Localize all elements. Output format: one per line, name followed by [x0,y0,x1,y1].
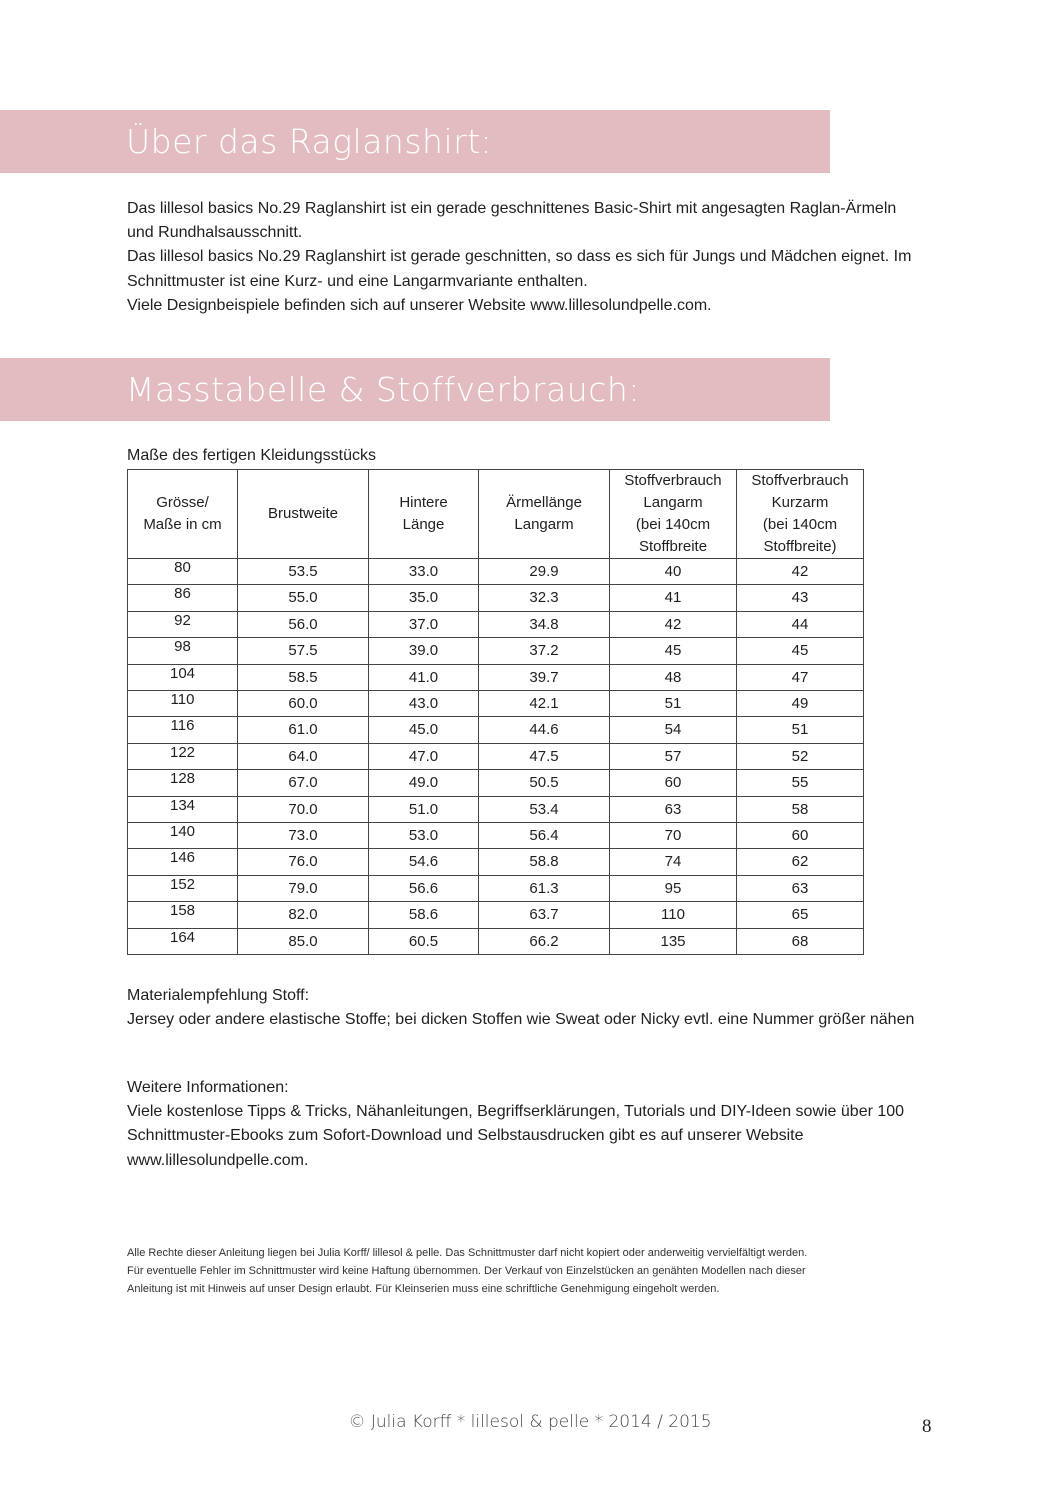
table-cell: 52 [737,743,864,769]
table-cell: 33.0 [369,559,479,585]
table-cell: 53.0 [369,823,479,849]
table-cell: 56.4 [479,823,610,849]
header-back-length: Hintere Länge [369,470,479,559]
table-cell: 57 [610,743,737,769]
table-cell: 41.0 [369,664,479,690]
table-cell: 55.0 [238,585,369,611]
table-row [128,664,864,690]
table-cell: 49.0 [369,770,479,796]
table-row [128,823,864,849]
table-header-row [128,470,864,559]
table-cell: 43.0 [369,691,479,717]
table-cell: 63.7 [479,902,610,928]
table-cell: 42.1 [479,691,610,717]
table-row [128,796,864,822]
table-cell: 82.0 [238,902,369,928]
size-cell: 164 [128,928,238,954]
table-row [128,638,864,664]
table-cell: 135 [610,928,737,954]
table-cell: 47.0 [369,743,479,769]
table-cell: 60.0 [238,691,369,717]
table-cell: 85.0 [238,928,369,954]
table-cell: 61.0 [238,717,369,743]
table-cell: 57.5 [238,638,369,664]
table-cell: 95 [610,875,737,901]
table-cell: 56.0 [238,611,369,637]
table-cell: 56.6 [369,875,479,901]
footer-copyright: © Julia Korff * lillesol & pelle * 2014 / 2015 [348,1412,712,1432]
table-cell: 45 [737,638,864,664]
header-sleeve-length: Ärmellänge Langarm [479,470,610,559]
table-row [128,691,864,717]
table-row [128,585,864,611]
table-cell: 48 [610,664,737,690]
info-text: Viele kostenlose Tipps & Tricks, Nähanleitungen, Begriffserklärungen, Tutorials und DIY-Ideen sowie über 100 Schnittmuster-Ebooks zum Sofort-Download und Selbstausdrucken gibt es auf unserer Website www.lillesolundpelle.com. [127,1103,905,1169]
table-caption: Maße des fertigen Kleidungsstücks [127,447,377,464]
size-cell: 146 [128,849,238,875]
section-banner-table [0,358,830,421]
table-row [128,928,864,954]
header-chest-width: Brustweite [238,470,369,559]
table-cell: 37.2 [479,638,610,664]
table-cell: 29.9 [479,559,610,585]
table-cell: 58 [737,796,864,822]
table-cell: 47 [737,664,864,690]
intro-paragraph: Das lillesol basics No.29 Raglanshirt ist ein gerade geschnittenes Basic-Shirt mit angesagten Raglan-Ärmeln und Rundhalsausschnitt. [127,200,897,242]
size-cell: 98 [128,638,238,664]
table-cell: 60.5 [369,928,479,954]
table-cell: 66.2 [479,928,610,954]
table-cell: 51 [737,717,864,743]
table-cell: 47.5 [479,743,610,769]
table-cell: 54.6 [369,849,479,875]
size-cell: 140 [128,823,238,849]
header-fabric-short: Stoffverbrauch Kurzarm (bei 140cm Stoffbreite) [737,470,864,559]
size-cell: 104 [128,664,238,690]
table-cell: 50.5 [479,770,610,796]
table-cell: 79.0 [238,875,369,901]
table-cell: 70.0 [238,796,369,822]
table-cell: 76.0 [238,849,369,875]
table-cell: 110 [610,902,737,928]
table-row [128,875,864,901]
legal-line: Für eventuelle Fehler im Schnittmuster wird keine Haftung übernommen. Der Verkauf von Einzelstücken an genähten Modellen nach dieser [127,1265,806,1278]
table-cell: 61.3 [479,875,610,901]
table-cell: 44.6 [479,717,610,743]
table-row [128,559,864,585]
table-cell: 60 [610,770,737,796]
legal-line: Alle Rechte dieser Anleitung liegen bei Julia Korff/ lillesol & pelle. Das Schnittmuster darf nicht kopiert oder anderweitig vervielfältigt werden. [127,1247,808,1259]
table-cell: 70 [610,823,737,849]
material-section [127,984,927,1032]
table-cell: 58.8 [479,849,610,875]
table-cell: 42 [737,559,864,585]
table-cell: 60 [737,823,864,849]
size-table [127,469,864,955]
table-cell: 67.0 [238,770,369,796]
legal-line: Anleitung ist mit Hinweis auf unser Design erlaubt. Für Kleinserien muss eine schriftliche Genehmigung eingeholt werden. [127,1283,720,1296]
table-cell: 40 [610,559,737,585]
table-row [128,611,864,637]
legal-notice [127,1244,947,1299]
table-cell: 44 [737,611,864,637]
section-title-about: Über das Raglanshirt: [126,122,493,161]
table-cell: 68 [737,928,864,954]
table-cell: 53.4 [479,796,610,822]
table-cell: 45 [610,638,737,664]
table-body [128,559,864,955]
table-cell: 55 [737,770,864,796]
table-cell: 62 [737,849,864,875]
info-heading: Weitere Informationen: [127,1079,289,1096]
size-cell: 122 [128,743,238,769]
size-cell: 128 [128,770,238,796]
table-cell: 63 [737,875,864,901]
table-row [128,770,864,796]
table-cell: 51 [610,691,737,717]
table-row [128,743,864,769]
intro-paragraph: Das lillesol basics No.29 Raglanshirt ist gerade geschnitten, so dass es sich für Jungs und Mädchen eignet. Im Schnittmuster ist eine Kurz- und eine Langarmvariante enthalten. [127,248,912,290]
section-banner-about [0,110,830,173]
intro-text [127,197,927,318]
size-cell: 116 [128,717,238,743]
table-cell: 58.5 [238,664,369,690]
size-cell: 158 [128,902,238,928]
table-cell: 45.0 [369,717,479,743]
size-cell: 152 [128,875,238,901]
size-cell: 80 [128,559,238,585]
size-cell: 134 [128,796,238,822]
table-cell: 51.0 [369,796,479,822]
table-cell: 35.0 [369,585,479,611]
header-fabric-long: Stoffverbrauch Langarm (bei 140cm Stoffbreite [610,470,737,559]
table-cell: 65 [737,902,864,928]
material-heading: Materialempfehlung Stoff: [127,987,310,1004]
table-cell: 53.5 [238,559,369,585]
info-section [127,1076,927,1173]
table-row [128,902,864,928]
header-size: Grösse/ Maße in cm [128,470,238,559]
table-cell: 43 [737,585,864,611]
table-cell: 54 [610,717,737,743]
table-row [128,717,864,743]
table-row [128,849,864,875]
table-cell: 42 [610,611,737,637]
size-cell: 92 [128,611,238,637]
material-text: Jersey oder andere elastische Stoffe; bei dicken Stoffen wie Sweat oder Nicky evtl. eine Nummer größer nähen [127,1011,915,1029]
table-cell: 39.7 [479,664,610,690]
table-cell: 37.0 [369,611,479,637]
table-cell: 32.3 [479,585,610,611]
size-cell: 110 [128,691,238,717]
page-number: 8 [922,1416,932,1437]
table-cell: 74 [610,849,737,875]
table-cell: 73.0 [238,823,369,849]
intro-paragraph: Viele Designbeispiele befinden sich auf unserer Website www.lillesolundpelle.com. [127,296,712,314]
table-cell: 39.0 [369,638,479,664]
table-cell: 58.6 [369,902,479,928]
table-cell: 41 [610,585,737,611]
size-cell: 86 [128,585,238,611]
table-cell: 34.8 [479,611,610,637]
section-title-table: Masstabelle & Stoffverbrauch: [126,370,640,409]
table-cell: 63 [610,796,737,822]
table-cell: 64.0 [238,743,369,769]
table-cell: 49 [737,691,864,717]
